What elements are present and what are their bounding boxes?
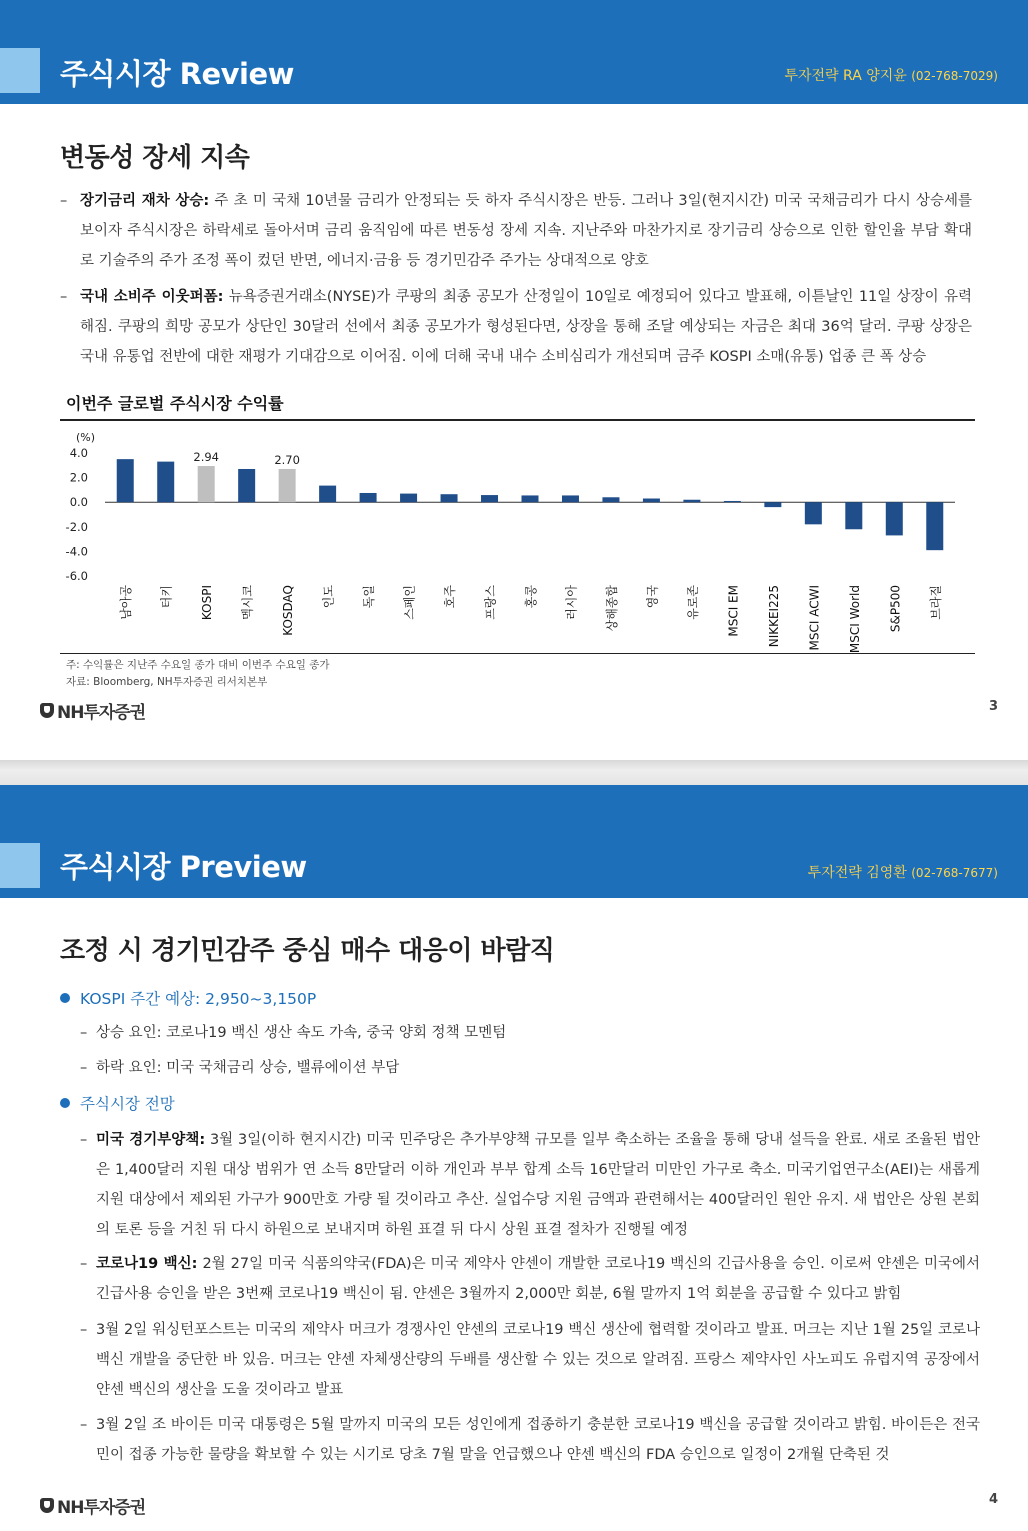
author-phone: (02-768-7029) [911, 69, 998, 83]
bar-인도 [319, 486, 336, 503]
x-tick-label: 남아공 [119, 585, 134, 620]
x-tick-label: 유로존 [685, 585, 700, 620]
preview-author [808, 862, 998, 882]
kospi-forecast [60, 987, 316, 1009]
preview-title: 주식시장 Preview [60, 850, 307, 884]
returns-bar-chart [60, 423, 975, 653]
page-number: 4 [988, 1492, 998, 1507]
up-factor [80, 1018, 980, 1048]
chart-top-rule [60, 419, 975, 421]
bar-프랑스 [481, 495, 498, 502]
item-label: 미국 경기부양책: [96, 1132, 206, 1148]
dash-marker: – [80, 1256, 88, 1272]
dash-marker: – [60, 193, 68, 209]
x-tick-label: MSCI World [847, 585, 862, 653]
dash-marker: – [80, 1060, 88, 1076]
bar-홍콩 [522, 495, 539, 502]
data-label: 2.70 [274, 452, 300, 467]
bar-스페인 [400, 494, 417, 503]
bar-상해종합 [602, 497, 619, 502]
page-3 [0, 0, 1028, 760]
x-tick-label: 프랑스 [483, 585, 498, 620]
x-tick-label: 영국 [645, 585, 660, 609]
item-text: 3월 3일(이하 현지시간) 미국 민주당은 추가부양책 규모를 일부 축소하는 조율을 통해 당내 설득을 완료. 새로 조율된 법안은 1,400달러 지원 대상 범위가 연 소득 8만달러 이하 개인과 부부 합계 소득 16만달러 미만인 가구로 축소. 미국기업연구소(AEI)는 새롭게 지원 대상에서 제외된 가구가 900만호 가량 될 것이라고 추산. 실업수당 지원 금액과 관련해서는 400달러인 원안 유지. 새 법안은 상원 본회의 토론 등을 거친 뒤 다시 하원으로 보내지며 하원 표결 뒤 다시 상원 표결 절차가 진행될 예정 [96, 1132, 980, 1238]
x-tick-label: 스페인 [402, 585, 417, 620]
nh-logo-icon [40, 703, 54, 718]
x-tick-label: KOSPI [200, 585, 215, 621]
x-tick-label: 인도 [321, 585, 336, 609]
bullet-dot-icon [60, 1098, 70, 1108]
item-label: 코로나19 백신: [96, 1256, 198, 1272]
dash-marker: – [60, 289, 68, 305]
page-4 [0, 785, 1028, 1531]
review-bullet-1 [60, 186, 972, 276]
bar-멕시코 [238, 469, 255, 502]
bullet-label: 장기금리 재차 상승: [80, 193, 210, 209]
y-tick-label: -4.0 [65, 544, 88, 559]
bar-msci-world [845, 502, 862, 529]
market-outlook-label: 주식시장 전망 [80, 1095, 175, 1113]
review-author [784, 65, 998, 85]
dash-marker: – [80, 1417, 88, 1433]
bar-nikkei225 [764, 502, 781, 507]
y-tick-label: 0.0 [69, 495, 88, 510]
bar-호주 [441, 494, 458, 502]
logo-text: NH투자증권 [57, 1498, 146, 1518]
author-phone: (02-768-7677) [911, 866, 998, 880]
kospi-forecast-label: KOSPI 주간 예상: 2,950~3,150P [80, 990, 317, 1008]
item-text: 2월 27일 미국 식품의약국(FDA)은 미국 제약사 얀센이 개발한 코로나19 백신의 긴급사용을 승인. 이로써 얀센은 미국에서 긴급사용 승인을 받은 3번째 코로나19 백신이 됨. 얀센은 3월까지 2,000만 회분, 6월 말까지 1억 회분을 공급할 수 있다고 밝힘 [96, 1256, 980, 1302]
review-title: 주식시장 Review [60, 57, 294, 91]
x-tick-label: KOSDAQ [281, 585, 296, 636]
author-name: 투자전략 RA 양지윤 [784, 68, 907, 84]
bar-kospi [198, 466, 215, 502]
x-tick-label: NIKKEI225 [766, 585, 781, 648]
outlook-item-4 [80, 1410, 980, 1470]
x-tick-label: 브라질 [928, 585, 943, 620]
x-tick-label: 독일 [362, 585, 377, 609]
dash-marker: – [80, 1025, 88, 1041]
x-tick-label: 홍콩 [524, 585, 538, 609]
review-banner [0, 0, 1028, 104]
logo-text: NH투자증권 [57, 703, 146, 723]
x-tick-label: 러시아 [564, 585, 579, 620]
outlook-item-3 [80, 1315, 980, 1405]
outlook-item-2 [80, 1249, 980, 1309]
bullet-text: 주 초 미 국채 10년물 금리가 안정되는 듯 하자 주식시장은 반등. 그러나 3일(현지시간) 미국 국채금리가 다시 상승세를 보이자 주식시장은 하락세로 돌아서며 금리 움직임에 따른 변동성 장세 지속. 지난주와 마찬가지로 장기금리 상승으로 인한 할인율 부담 확대로 기술주의 주가 조정 폭이 컸던 반면, 에너지·금융 등 경기민감주 주가는 상대적으로 양호 [80, 193, 973, 269]
chart-title: 이번주 글로벌 주식시장 수익률 [66, 394, 284, 413]
page-number: 3 [988, 699, 998, 714]
bar-유로존 [683, 500, 700, 502]
x-tick-label: MSCI EM [726, 585, 741, 637]
chart-source: 자료: Bloomberg, NH투자증권 리서치본부 [66, 676, 268, 688]
bullet-label: 국내 소비주 이웃퍼폼: [80, 289, 224, 305]
data-label: 2.94 [193, 450, 219, 465]
preview-banner [0, 785, 1028, 898]
nh-logo [40, 1493, 145, 1518]
nh-logo [40, 698, 145, 723]
x-tick-label: 터키 [159, 585, 174, 609]
bar-터키 [157, 462, 174, 503]
chart-bottom-rule [60, 653, 975, 654]
y-tick-label: -2.0 [65, 519, 88, 534]
x-tick-label: 호주 [443, 585, 458, 609]
review-heading: 변동성 장세 지속 [60, 143, 250, 173]
x-tick-label: 상해종합 [604, 585, 619, 632]
outlook-item-1 [80, 1125, 980, 1245]
item-text: 3월 2일 조 바이든 미국 대통령은 5월 말까지 미국의 모든 성인에게 접종하기 충분한 코로나19 백신을 공급할 것이라고 밝힘. 바이든은 전국민이 접종 가능한 물량을 확보할 수 있는 시기로 당초 7월 말을 언급했으나 얀센 백신의 FDA 승인으로 일정이 2개월 단축된 것 [96, 1417, 980, 1463]
bullet-dot-icon [60, 993, 70, 1003]
y-tick-label: 2.0 [69, 470, 88, 485]
dash-marker: – [80, 1132, 88, 1148]
chart-note: 주: 수익률은 지난주 수요일 종가 대비 이번주 수요일 종가 [66, 659, 330, 671]
bar-msci-em [724, 501, 741, 502]
banner-accent [0, 843, 40, 888]
x-tick-label: 멕시코 [240, 585, 255, 620]
bar-s-p500 [886, 502, 903, 535]
nh-logo-icon [40, 1498, 54, 1513]
banner-accent [0, 48, 40, 93]
author-name: 투자전략 김영환 [807, 865, 907, 881]
x-tick-label: MSCI ACWI [807, 585, 822, 651]
bar-러시아 [562, 495, 579, 502]
bar-독일 [360, 493, 377, 502]
review-bullet-2 [60, 282, 972, 372]
down-factor [80, 1053, 980, 1083]
item-text: 3월 2일 워싱턴포스트는 미국의 제약사 머크가 경쟁사인 얀센의 코로나19 백신 생산에 협력할 것이라고 발표. 머크는 지난 1월 25일 코로나 백신 개발을 중단한 바 있음. 머크는 얀센 자체생산량의 두배를 생산할 수 있는 것으로 알려짐. 프랑스 제약사인 사노피도 유럽지역 공장에서 얀센 백신의 생산을 도울 것이라고 발표 [96, 1322, 980, 1398]
preview-heading: 조정 시 경기민감주 중심 매수 대응이 바람직 [60, 936, 555, 966]
bar-영국 [643, 499, 660, 503]
bar-브라질 [926, 502, 943, 550]
y-tick-label: 4.0 [69, 446, 88, 460]
x-tick-label: S&P500 [888, 585, 903, 633]
y-axis-unit-label: (%) [76, 431, 96, 444]
bullet-text: 뉴욕증권거래소(NYSE)가 쿠팡의 최종 공모가 산정일이 10일로 예정되어 있다고 발표해, 이튿날인 11일 상장이 유력해짐. 쿠팡의 희망 공모가 상단인 30달러 선에서 최종 공모가가 형성된다면, 상장을 통해 조달 예상되는 자금은 최대 36억 달러. 쿠팡 상장은 국내 유통업 전반에 대한 재평가 기대감으로 이어짐. 이에 더해 국내 내수 소비심리가 개선되며 금주 KOSPI 소매(유통) 업종 큰 폭 상승 [80, 289, 972, 365]
bar-kosdaq [279, 469, 296, 502]
y-tick-label: -6.0 [65, 569, 88, 583]
bar-msci-acwi [805, 502, 822, 524]
page-separator [0, 760, 1028, 785]
market-outlook [60, 1092, 175, 1114]
down-factor-text: 하락 요인: 미국 국채금리 상승, 밸류에이션 부담 [96, 1060, 400, 1076]
up-factor-text: 상승 요인: 코로나19 백신 생산 속도 가속, 중국 양회 정책 모멘텀 [96, 1025, 507, 1041]
bar-남아공 [117, 459, 134, 502]
dash-marker: – [80, 1322, 88, 1338]
